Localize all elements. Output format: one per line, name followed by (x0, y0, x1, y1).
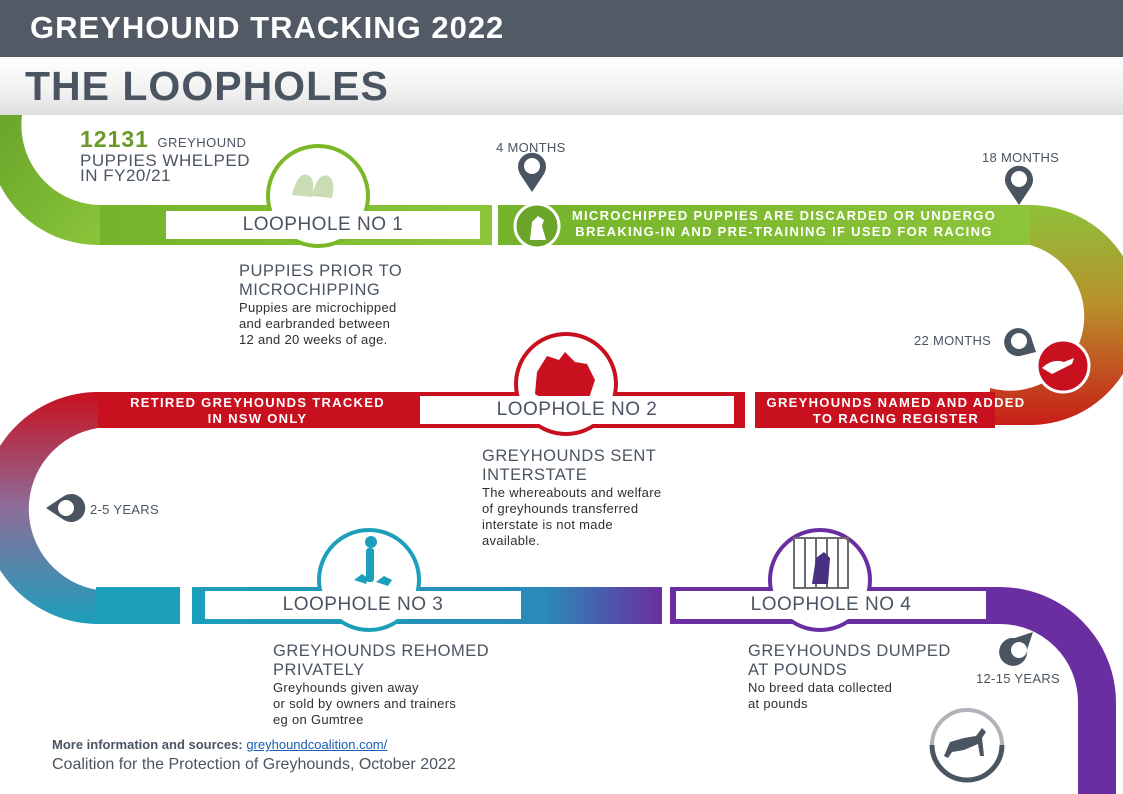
intro-word: GREYHOUND (157, 135, 247, 150)
loophole-1-desc-1: Puppies are microchipped (239, 300, 397, 315)
band-named-line-2: TO RACING REGISTER (812, 411, 980, 426)
footer-credit: Coalition for the Protection of Greyhounds, October 2022 (52, 756, 456, 773)
band-microchipped-text (566, 208, 1002, 240)
timeline-label-22-months: 22 MONTHS (914, 333, 992, 348)
band-microchipped-line-1: MICROCHIPPED PUPPIES ARE DISCARDED OR UNDERGO (571, 208, 997, 223)
band-retired-text (120, 395, 395, 427)
loophole-2-desc-1: The whereabouts and welfare (482, 485, 662, 500)
teal-band-left (96, 587, 180, 624)
loophole-4-desc-1: No breed data collected (748, 680, 893, 695)
loophole-1-heading-2: MICROCHIPPING (239, 281, 381, 299)
band-retired-line-2: IN NSW ONLY (207, 411, 308, 426)
band-retired-line-1: RETIRED GREYHOUNDS TRACKED (130, 395, 385, 410)
loophole-3-desc-1: Greyhounds given away (273, 680, 419, 695)
timeline-label-4-months: 4 MONTHS (496, 140, 566, 155)
loophole-1-details (239, 262, 479, 348)
loophole-2-details (482, 447, 722, 549)
band-named-line-1: GREYHOUNDS NAMED AND ADDED (766, 395, 1026, 410)
microchip-dog-icon (515, 204, 559, 248)
intro-line-3: IN FY20/21 (80, 166, 171, 185)
page-subtitle: THE LOOPHOLES (25, 63, 389, 109)
loophole-2-desc-3: interstate is not made (482, 517, 613, 532)
loophole-2-label: LOOPHOLE NO 2 (420, 396, 734, 424)
loophole-3-details (273, 642, 533, 728)
timeline-label-18-months: 18 MONTHS (982, 150, 1060, 165)
intro-line-2: PUPPIES WHELPED (80, 151, 250, 170)
loophole-4-details (748, 642, 968, 712)
loophole-2-heading-1: GREYHOUNDS SENT (482, 447, 657, 465)
purple-end-arc (1000, 587, 1116, 794)
loophole-4-label: LOOPHOLE NO 4 (676, 591, 986, 619)
pin-22-months-icon (1004, 328, 1036, 356)
pin-4-months-icon (518, 153, 546, 192)
intro-line-1 (80, 126, 246, 153)
band-microchipped-line-2: BREAKING-IN AND PRE-TRAINING IF USED FOR RACING (575, 224, 993, 239)
loophole-3-heading-2: PRIVATELY (273, 661, 365, 679)
timeline-label-12-15-years: 12-15 YEARS (976, 671, 1060, 686)
loophole-2-heading-2: INTERSTATE (482, 466, 588, 484)
intro-number: 12131 (80, 126, 149, 152)
timeline-label-2-5-years: 2-5 YEARS (90, 502, 159, 517)
coalition-logo (932, 710, 1002, 780)
loophole-3-label: LOOPHOLE NO 3 (205, 591, 521, 619)
pin-12-15-years-icon (999, 632, 1033, 666)
loophole-2-desc-2: of greyhounds transferred (482, 501, 639, 516)
pin-2-5-years-icon (46, 494, 85, 522)
loophole-3-desc-3: eg on Gumtree (273, 712, 364, 727)
loophole-2-desc-4: available. (482, 533, 540, 548)
more-info-label: More information and sources: (52, 737, 243, 752)
pin-18-months-icon (1005, 166, 1033, 205)
coalition-link[interactable]: greyhoundcoalition.com/ (246, 737, 388, 752)
loophole-3-heading-1: GREYHOUNDS REHOMED (273, 642, 490, 660)
loophole-1-desc-2: and earbranded between (239, 316, 391, 331)
loophole-1-desc-3: 12 and 20 weeks of age. (239, 332, 388, 347)
loophole-4-heading-2: AT POUNDS (748, 661, 848, 679)
page-title: GREYHOUND TRACKING 2022 (30, 10, 505, 45)
loophole-4-heading-1: GREYHOUNDS DUMPED (748, 642, 951, 660)
footer-more-info (52, 737, 387, 752)
loophole-4-desc-2: at pounds (748, 696, 808, 711)
loophole-1-label: LOOPHOLE NO 1 (166, 211, 480, 239)
racing-greyhound-icon (1037, 340, 1089, 392)
loophole-3-desc-2: or sold by owners and trainers (273, 696, 457, 711)
loophole-1-heading-1: PUPPIES PRIOR TO (239, 262, 403, 280)
band-named-text (760, 395, 1032, 427)
